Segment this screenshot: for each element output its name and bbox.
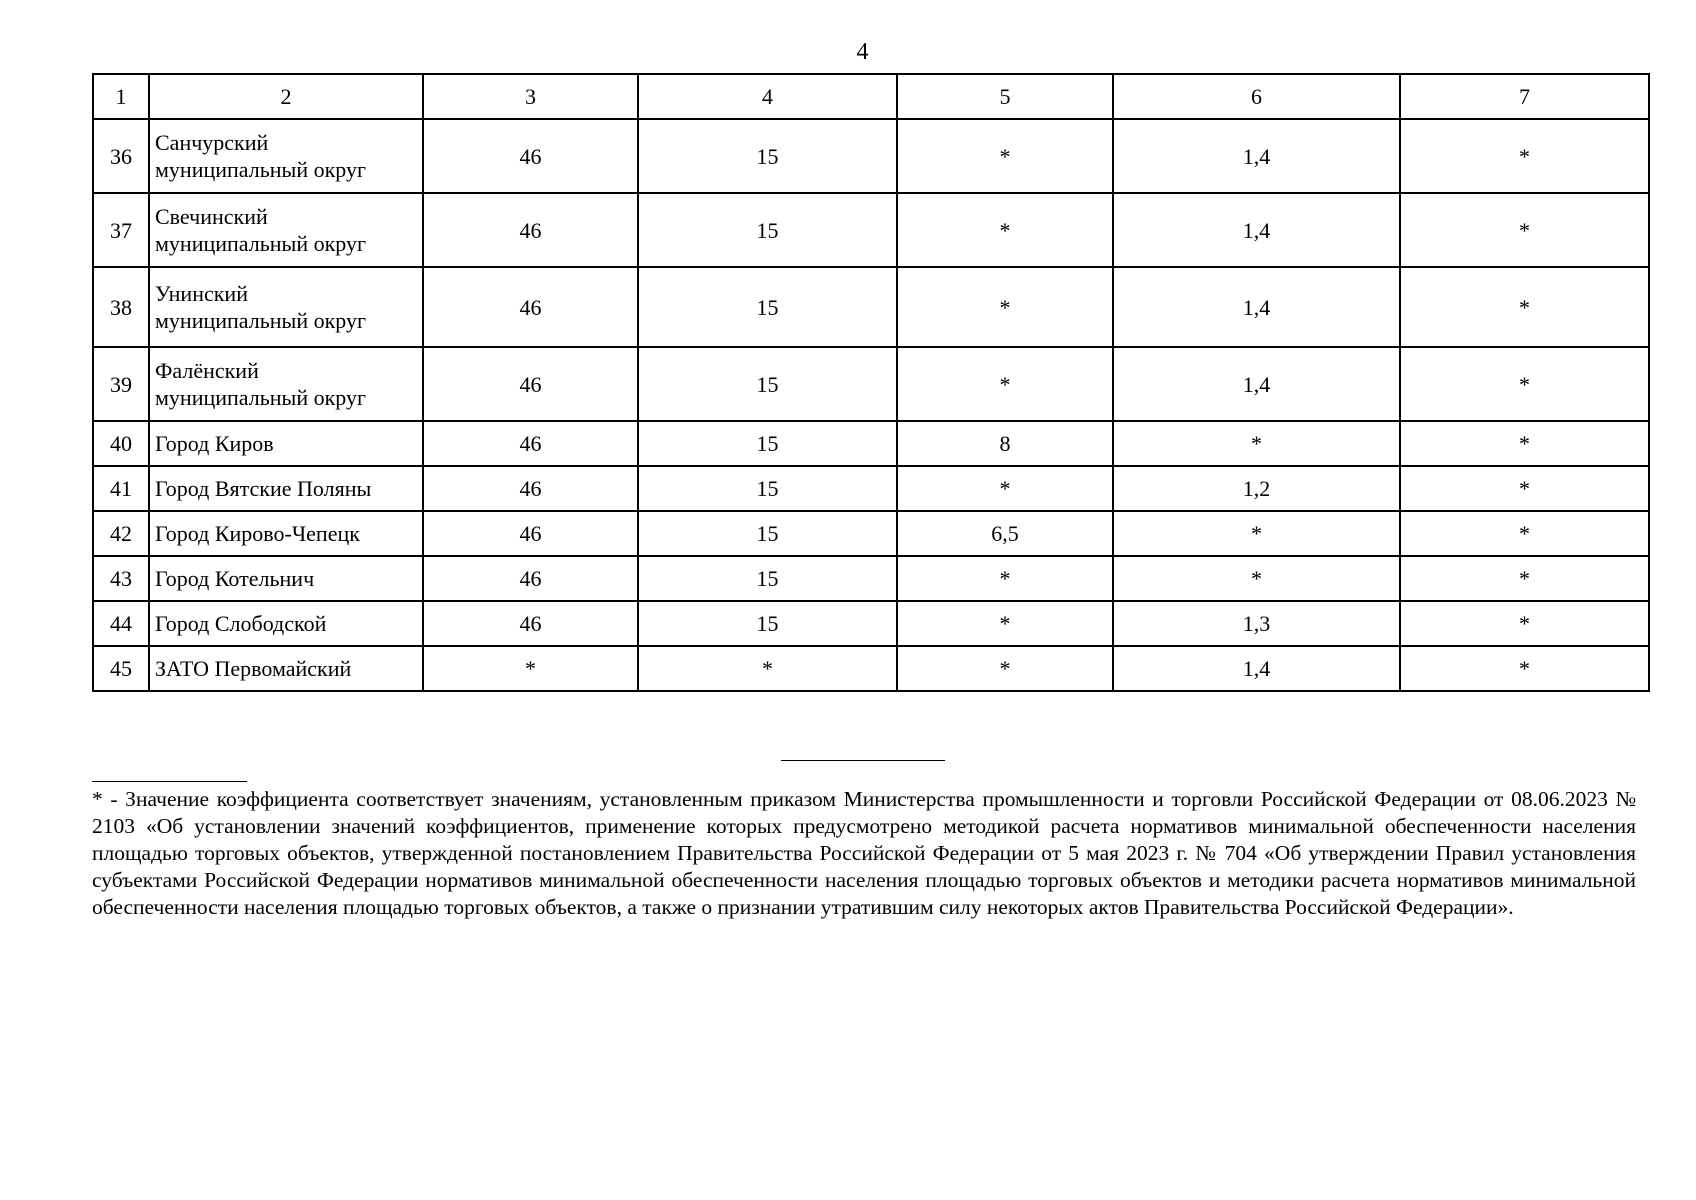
table-row <box>93 119 1649 193</box>
table-row <box>93 421 1649 466</box>
column-header: 7 <box>1400 74 1649 119</box>
table-cell: 46 <box>423 556 638 601</box>
table-cell: 1,4 <box>1113 646 1400 691</box>
municipality-name: ЗАТО Первомайский <box>149 646 423 691</box>
table-cell: * <box>1400 193 1649 267</box>
table-cell: * <box>1400 347 1649 421</box>
column-header: 3 <box>423 74 638 119</box>
table-row <box>93 267 1649 347</box>
table-row <box>93 646 1649 691</box>
row-number: 37 <box>93 193 149 267</box>
data-table <box>92 73 1650 692</box>
municipality-name: Свечинский муниципальный округ <box>149 193 423 267</box>
column-header: 1 <box>93 74 149 119</box>
footnote-text: * - Значение коэффициента соответствует значениям, установленным приказом Министерства промышленности и торговли Российской Федерации от 08.06.2023 № 2103 «Об установлении значений коэффициентов, применение которых предусмотрено методикой расчета нормативов минимальной обеспеченности населения площадью торговых объектов, утвержденной постановлением Правительства Российской Федерации от 5 мая 2023 г. № 704 «Об утверждении Правил установления субъектами Российской Федерации нормативов минимальной обеспеченности населения площадью торговых объектов и методики расчета нормативов минимальной обеспеченности населения площадью торговых объектов, а также о признании утратившим силу некоторых актов Правительства Российской Федерации». <box>92 787 1636 919</box>
table-cell: 1,4 <box>1113 267 1400 347</box>
table-cell: 1,3 <box>1113 601 1400 646</box>
table-cell: 15 <box>638 193 897 267</box>
column-header: 4 <box>638 74 897 119</box>
table-cell: 15 <box>638 556 897 601</box>
table-cell: 1,4 <box>1113 119 1400 193</box>
table-cell: * <box>1113 511 1400 556</box>
footnote-rule <box>92 781 247 782</box>
table-cell: * <box>1400 421 1649 466</box>
table-row <box>93 193 1649 267</box>
table-cell: 46 <box>423 421 638 466</box>
row-number: 44 <box>93 601 149 646</box>
table-row <box>93 347 1649 421</box>
table-cell: 6,5 <box>897 511 1113 556</box>
table-cell: 46 <box>423 601 638 646</box>
row-number: 45 <box>93 646 149 691</box>
row-number: 43 <box>93 556 149 601</box>
table-cell: 46 <box>423 511 638 556</box>
table-cell: 15 <box>638 466 897 511</box>
table-row <box>93 556 1649 601</box>
table-cell: 15 <box>638 601 897 646</box>
table-cell: * <box>897 556 1113 601</box>
row-number: 38 <box>93 267 149 347</box>
table-cell: 46 <box>423 267 638 347</box>
table-cell: * <box>1400 119 1649 193</box>
row-number: 41 <box>93 466 149 511</box>
table-cell: 46 <box>423 347 638 421</box>
table-cell: 8 <box>897 421 1113 466</box>
table-cell: * <box>897 347 1113 421</box>
page-number: 4 <box>856 39 869 65</box>
municipality-name: Город Слободской <box>149 601 423 646</box>
table-cell: * <box>1113 556 1400 601</box>
column-header: 2 <box>149 74 423 119</box>
table-cell: * <box>1400 511 1649 556</box>
table-cell: 15 <box>638 347 897 421</box>
municipality-name: Санчурский муниципальный округ <box>149 119 423 193</box>
table-cell: 46 <box>423 193 638 267</box>
table-cell: * <box>897 267 1113 347</box>
table-cell: * <box>638 646 897 691</box>
municipality-name: Фалёнский муниципальный округ <box>149 347 423 421</box>
table-cell: * <box>897 601 1113 646</box>
municipality-name: Город Кирово-Чепецк <box>149 511 423 556</box>
table-cell: 1,4 <box>1113 193 1400 267</box>
table-cell: * <box>897 119 1113 193</box>
table-row <box>93 511 1649 556</box>
table-cell: * <box>1400 646 1649 691</box>
table-cell: * <box>897 646 1113 691</box>
table-cell: 15 <box>638 511 897 556</box>
table-cell: 15 <box>638 119 897 193</box>
table-cell: * <box>423 646 638 691</box>
table-cell: * <box>1400 267 1649 347</box>
table-cell: * <box>897 466 1113 511</box>
column-header: 5 <box>897 74 1113 119</box>
table-cell: 46 <box>423 119 638 193</box>
municipality-name: Унинский муниципальный округ <box>149 267 423 347</box>
table-cell: 15 <box>638 421 897 466</box>
municipality-name: Город Киров <box>149 421 423 466</box>
table-row <box>93 601 1649 646</box>
table-cell: 15 <box>638 267 897 347</box>
section-separator <box>781 760 945 761</box>
table-cell: * <box>1400 466 1649 511</box>
table-cell: * <box>1400 601 1649 646</box>
table-row <box>93 466 1649 511</box>
column-header: 6 <box>1113 74 1400 119</box>
municipality-name: Город Вятские Поляны <box>149 466 423 511</box>
table-header-row <box>93 74 1649 119</box>
table-cell: 1,2 <box>1113 466 1400 511</box>
row-number: 36 <box>93 119 149 193</box>
table-cell: * <box>897 193 1113 267</box>
row-number: 42 <box>93 511 149 556</box>
table-cell: * <box>1400 556 1649 601</box>
municipality-name: Город Котельнич <box>149 556 423 601</box>
row-number: 40 <box>93 421 149 466</box>
table-cell: * <box>1113 421 1400 466</box>
table-cell: 46 <box>423 466 638 511</box>
row-number: 39 <box>93 347 149 421</box>
table-cell: 1,4 <box>1113 347 1400 421</box>
